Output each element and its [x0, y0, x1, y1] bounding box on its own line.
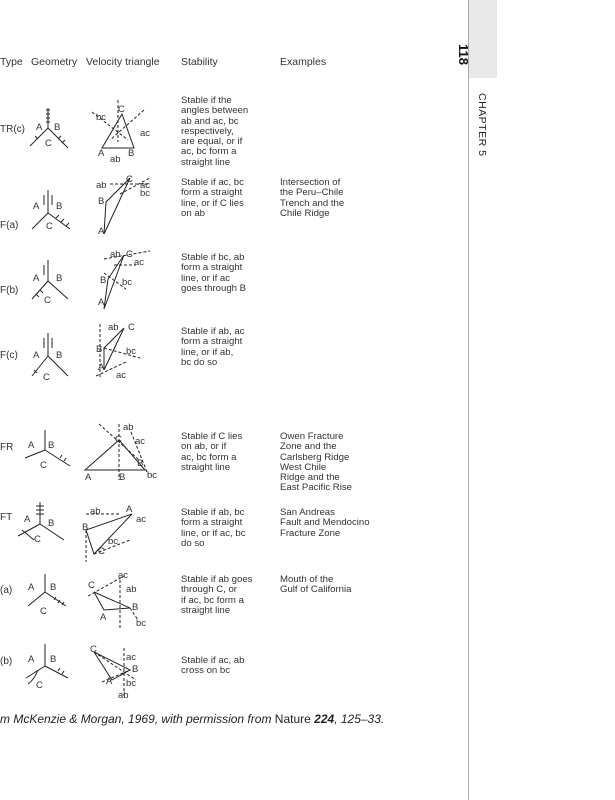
geometry-sketch — [20, 572, 75, 617]
svg-text:bc: bc — [122, 277, 133, 288]
svg-text:bc: bc — [136, 618, 147, 629]
svg-text:B: B — [98, 196, 105, 207]
velocity-triangle — [80, 642, 160, 702]
velocity-triangle — [75, 420, 165, 485]
svg-text:A: A — [24, 514, 31, 525]
svg-text:C: C — [43, 372, 50, 383]
svg-text:C: C — [40, 460, 47, 471]
caption-journal: Nature — [274, 712, 311, 726]
svg-text:C: C — [36, 680, 43, 691]
row-type-label: F(c) — [0, 350, 18, 361]
svg-text:ab: ab — [110, 249, 121, 260]
page-number-tab — [469, 0, 497, 78]
svg-text:B: B — [56, 201, 63, 212]
svg-text:ab: ab — [126, 584, 137, 595]
svg-text:ac: ac — [140, 128, 151, 139]
geometry-sketch — [20, 640, 75, 695]
svg-text:A: A — [33, 273, 40, 284]
geometry-sketch — [28, 185, 78, 235]
svg-text:A: A — [98, 226, 105, 237]
header-stability: Stability — [181, 56, 218, 68]
header-examples: Examples — [280, 56, 327, 68]
svg-text:A: A — [98, 297, 105, 308]
svg-text:B: B — [132, 664, 139, 675]
geometry-sketch — [28, 330, 78, 385]
svg-text:B: B — [48, 440, 55, 451]
velocity-triangle — [88, 100, 158, 170]
svg-text:B: B — [56, 273, 63, 284]
velocity-triangle — [90, 318, 160, 388]
svg-text:B: B — [132, 602, 139, 613]
row-type-label: (a) — [0, 585, 13, 596]
svg-text:C: C — [90, 644, 97, 655]
geometry-sketch — [14, 500, 74, 550]
velocity-triangle — [90, 245, 160, 315]
row-type-label: TR(c) — [0, 124, 25, 135]
chapter-label: CHAPTER 5 — [476, 93, 488, 157]
geometry-sketch — [20, 430, 80, 475]
svg-text:B: B — [54, 122, 61, 133]
stability-text: Stable if ac, ab cross on bc — [181, 655, 245, 677]
stability-text: Stable if ab, bc form a straight line, or if ac, bc do so — [181, 507, 246, 549]
svg-text:A: A — [106, 676, 113, 687]
svg-text:bc: bc — [147, 470, 158, 481]
svg-text:A: A — [98, 148, 105, 159]
svg-text:C: C — [98, 546, 105, 557]
geometry-sketch — [28, 255, 78, 305]
svg-text:ab: ab — [96, 180, 107, 191]
svg-text:bc: bc — [140, 188, 151, 199]
svg-text:A: A — [33, 201, 40, 212]
example-text: Mouth of the Gulf of California — [280, 574, 352, 596]
caption-volume: 224 — [314, 712, 335, 726]
page-number: 118 — [456, 44, 471, 65]
caption-prefix: m McKenzie & Morgan, 1969, with permission from — [0, 712, 275, 726]
svg-text:A: A — [28, 582, 35, 593]
svg-text:ac: ac — [135, 436, 146, 447]
row-type-label: F(b) — [0, 285, 19, 296]
svg-text:C: C — [44, 295, 51, 306]
svg-text:B: B — [96, 344, 103, 355]
example-text: San Andreas Fault and Mendocino Fracture Zone — [280, 507, 370, 539]
stability-text: Stable if ab goes through C, or if ac, bc form a straight line — [181, 574, 253, 616]
svg-text:A: A — [36, 122, 43, 133]
figure-caption — [0, 712, 384, 726]
header-type: Type — [0, 56, 23, 68]
stability-text: Stable if bc, ab form a straight line, or if ac goes through B — [181, 252, 247, 294]
svg-text:C: C — [126, 249, 133, 260]
velocity-triangle — [80, 500, 160, 570]
svg-text:A: A — [28, 440, 35, 451]
svg-text:ab: ab — [123, 422, 134, 433]
example-text: Owen Fracture Zone and the Carlsberg Ridge West Chile Ridge and the East Pacific Rise — [280, 431, 352, 494]
header-velocity-triangle: Velocity triangle — [86, 56, 160, 68]
stability-text: Stable if C lies on ab, or if ac, bc form a straight line — [181, 431, 243, 473]
geometry-sketch — [28, 108, 78, 153]
stability-text: Stable if ac, bc form a straight line, or if C lies on ab — [181, 177, 244, 219]
svg-text:bc: bc — [108, 536, 119, 547]
svg-text:ac: ac — [140, 180, 151, 191]
svg-text:C: C — [88, 580, 95, 591]
stability-text: Stable if ab, ac form a straight line, or if ab, bc do so — [181, 326, 245, 368]
svg-text:C: C — [115, 434, 122, 445]
row-type-label: F(a) — [0, 220, 19, 231]
row-type-label: (b) — [0, 656, 13, 667]
svg-text:B: B — [119, 472, 126, 483]
example-text: Intersection of the Peru–Chile Trench and the Chile Ridge — [280, 177, 345, 219]
stability-text: Stable if the angles between ab and ac, bc respectively, are equal, or if ac, bc form a straight line — [181, 95, 249, 168]
svg-text:ac: ac — [118, 570, 129, 581]
svg-text:ac: ac — [136, 514, 147, 525]
svg-text:C: C — [34, 534, 41, 545]
row-type-label: FT — [0, 512, 13, 523]
svg-text:A: A — [33, 350, 40, 361]
svg-text:B: B — [82, 522, 89, 533]
svg-text:bc: bc — [126, 346, 137, 357]
svg-text:A: A — [85, 472, 92, 483]
svg-text:B: B — [48, 518, 55, 529]
svg-text:C: C — [40, 606, 47, 617]
caption-pages: , 125–33. — [334, 712, 385, 726]
svg-text:ac: ac — [134, 257, 145, 268]
svg-text:ab: ab — [90, 506, 101, 517]
svg-text:A: A — [28, 654, 35, 665]
svg-text:C: C — [46, 221, 53, 232]
svg-text:A: A — [100, 612, 107, 623]
header-geometry: Geometry — [31, 56, 78, 68]
svg-text:B: B — [50, 654, 57, 665]
svg-text:ab: ab — [108, 322, 119, 333]
svg-text:A: A — [98, 362, 105, 373]
svg-text:C: C — [45, 138, 52, 149]
svg-text:B: B — [56, 350, 63, 361]
velocity-triangle — [80, 570, 160, 630]
svg-text:ac: ac — [116, 370, 127, 381]
svg-text:ab: ab — [118, 690, 129, 701]
svg-text:C: C — [126, 174, 133, 185]
svg-text:ab: ab — [110, 154, 121, 165]
svg-text:B: B — [128, 148, 135, 159]
row-type-label: FR — [0, 442, 14, 453]
svg-text:B: B — [100, 275, 107, 286]
svg-text:bc: bc — [126, 678, 137, 689]
velocity-triangle — [90, 172, 160, 242]
svg-text:B: B — [137, 458, 144, 469]
svg-text:B: B — [50, 582, 57, 593]
svg-text:C: C — [118, 104, 125, 115]
svg-text:A: A — [126, 504, 133, 515]
svg-text:bc: bc — [96, 112, 107, 123]
svg-text:ac: ac — [126, 652, 137, 663]
svg-text:C: C — [128, 322, 135, 333]
